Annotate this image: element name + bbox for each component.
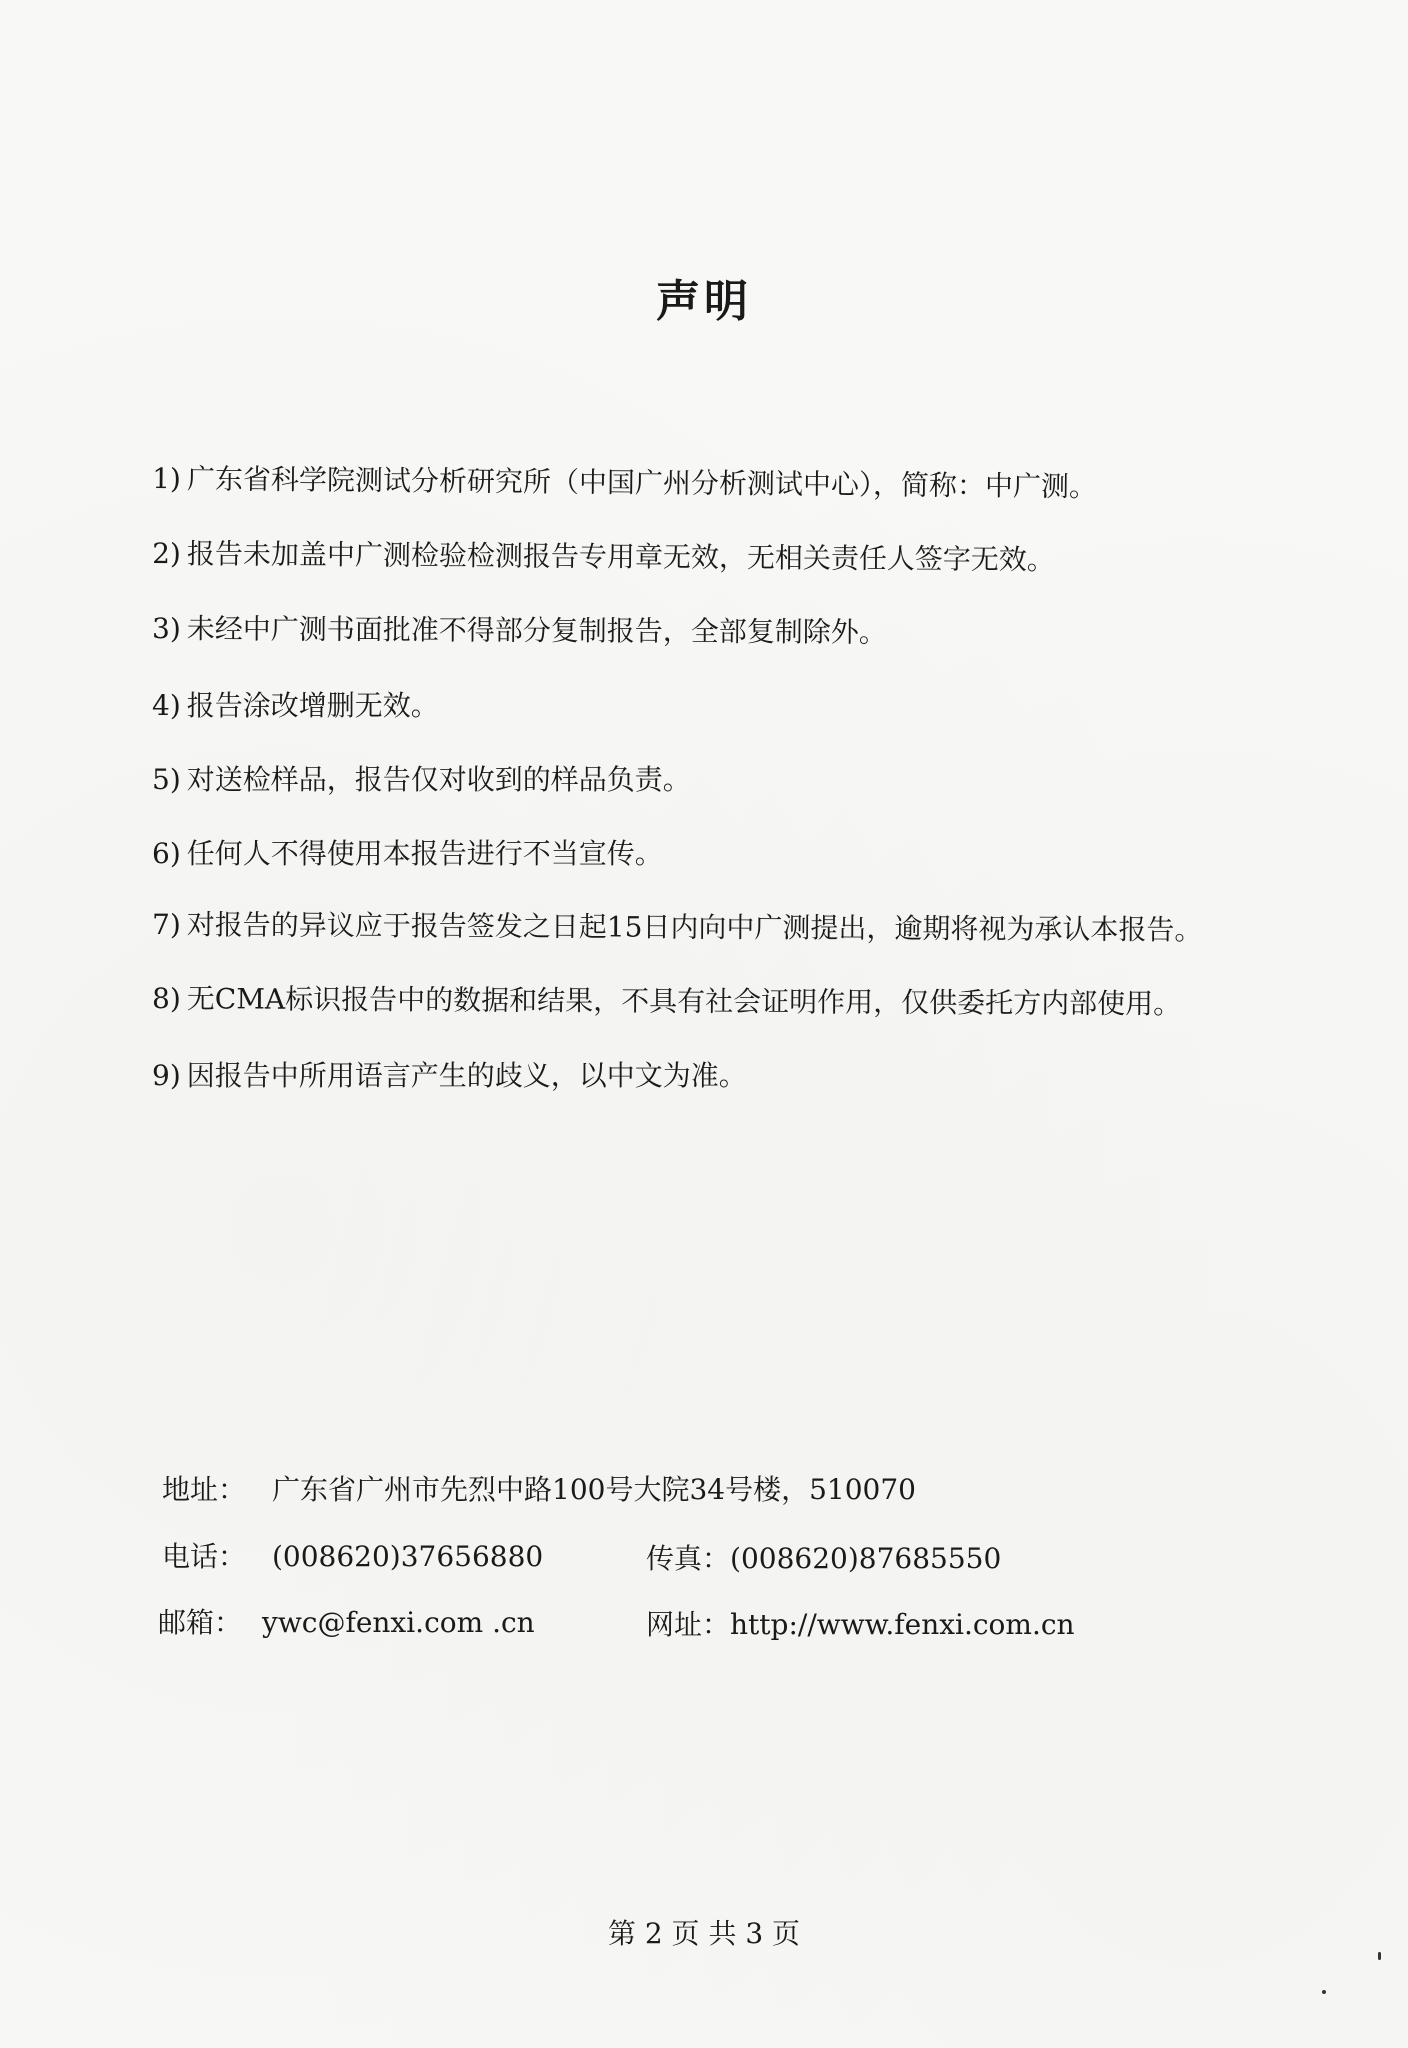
clause-number: 6) [152,837,181,870]
clause-item [152,610,1302,690]
phone-value: (008620)37656880 [272,1540,544,1573]
website-row [646,1608,1075,1642]
fax-value: (008620)87685550 [730,1542,1002,1575]
clause-item [152,906,1302,986]
website-label: 网址： [646,1608,731,1641]
phone-label: 电话： [162,1540,247,1573]
phone-row [162,1540,543,1574]
email-value: ywc@fenxi.com .cn [262,1606,535,1639]
fax-row [646,1542,1001,1576]
clause-text: 因报告中所用语言产生的歧义，以中文为准。 [186,1059,747,1092]
clause-number: 1) [152,461,182,496]
clause-item [152,460,1303,544]
clause-text: 任何人不得使用本报告进行不当宣传。 [186,837,663,870]
scan-speck [1378,1952,1381,1960]
clause-item [152,980,1302,1060]
clause-number: 2) [152,536,182,571]
website-value: http://www.fenxi.com.cn [730,1608,1075,1641]
clause-text: 对送检样品，报告仅对收到的样品负责。 [186,763,691,796]
clause-text: 报告涂改增删无效。 [186,689,439,722]
clause-item [152,687,1302,761]
clause-item [152,835,1302,909]
clause-text: 未经中广测书面批准不得部分复制报告，全部复制除外。 [186,612,887,649]
clause-number: 3) [152,611,181,646]
clause-number: 4) [152,689,181,722]
scan-speck [1322,1990,1326,1994]
clause-number: 8) [152,981,181,1016]
page-title: 声明 [656,276,752,327]
clause-item [152,761,1302,835]
address-label: 地址： [162,1473,247,1506]
clause-text: 无CMA标识报告中的数据和结果，不具有社会证明作用，仅供委托方内部使用。 [186,982,1182,1021]
clause-item [152,535,1302,617]
clause-text: 广东省科学院测试分析研究所（中国广州分析测试中心），简称：中广测。 [186,462,1098,504]
clause-text: 报告未加盖中广测检验检测报告专用章无效，无相关责任人签字无效。 [186,537,1056,577]
clause-text: 对报告的异议应于报告签发之日起15日内向中广测提出，逾期将视为承认本报告。 [186,908,1203,947]
email-label: 邮箱： [158,1606,243,1639]
clause-item [152,1057,1302,1131]
address-row [162,1473,916,1507]
clause-number: 9) [152,1059,181,1092]
email-row [158,1606,535,1640]
clause-list [152,461,1302,1131]
address-value: 广东省广州市先烈中路100号大院34号楼，510070 [272,1473,916,1506]
clause-number: 5) [152,763,181,796]
fax-label: 传真： [646,1542,731,1575]
page-number: 第 2 页 共 3 页 [607,1917,801,1950]
clause-number: 7) [152,907,181,942]
